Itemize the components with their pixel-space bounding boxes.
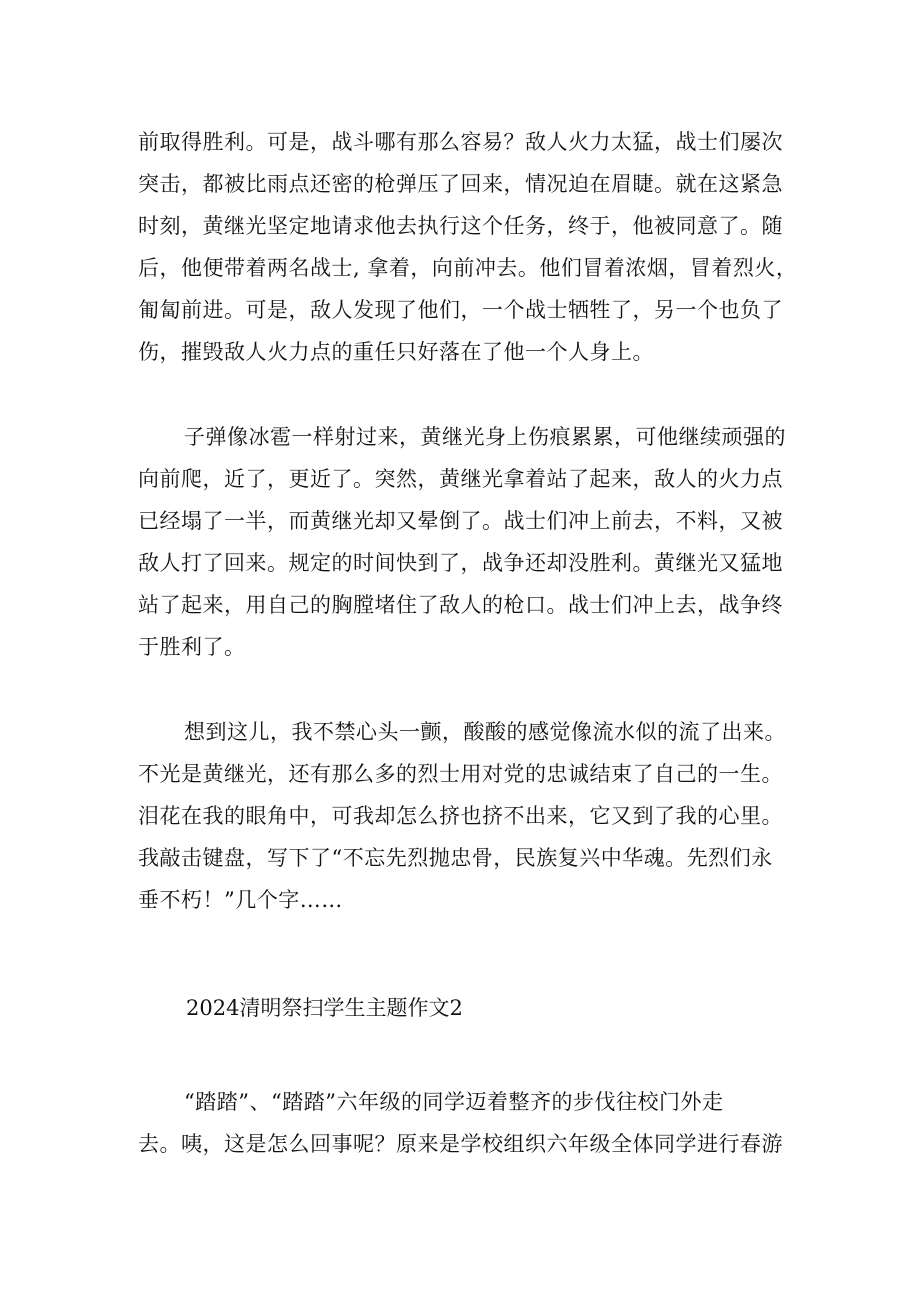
- text-line: 匍匐前进。可是，敌人发现了他们，一个战士牺牲了，另一个也负了: [138, 298, 783, 322]
- section-heading: 2024清明祭扫学生主题作文2: [186, 996, 463, 1020]
- paragraph-3: [138, 711, 788, 921]
- text-line: 敌人打了回来。规定的时间快到了，战争还却没胜利。黄继光又猛地: [138, 551, 783, 575]
- text-line: 站了起来，用自己的胸膛堵住了敌人的枪口。战士们冲上去，战争终: [138, 593, 783, 617]
- text-line: 于胜利了。: [138, 635, 246, 659]
- text-line: 向前爬，近了，更近了。突然，黄继光拿着站了起来，敌人的火力点: [138, 467, 783, 491]
- text-line: 时刻，黄继光坚定地请求他去执行这个任务，终于，他被同意了。随: [138, 214, 783, 238]
- text-line: 不光是黄继光，还有那么多的烈士用对党的忠诚结束了自己的一生。: [138, 762, 783, 786]
- text-line: 我敲击键盘，写下了“不忘先烈抛忠骨，民族复兴中华魂。先烈们永: [138, 846, 773, 870]
- text-line: 泪花在我的眼角中，可我却怎么挤也挤不出来，它又到了我的心里。: [138, 804, 783, 828]
- text-line: 后，他便带着两名战士, 拿着，向前冲去。他们冒着浓烟，冒着烈火，: [138, 256, 798, 280]
- paragraph-4: [138, 1081, 788, 1165]
- text-line: 前取得胜利。可是，战斗哪有那么容易？敌人火力太猛，战士们屡次: [138, 130, 783, 154]
- text-line: 已经塌了一半，而黄继光却又晕倒了。战士们冲上前去，不料，又被: [138, 509, 783, 533]
- text-line: 突击，都被比雨点还密的枪弹压了回来，情况迫在眉睫。就在这紧急: [138, 172, 783, 196]
- text-line: 伤，摧毁敌人火力点的重任只好落在了他一个人身上。: [138, 340, 654, 364]
- paragraph-2: [138, 416, 788, 668]
- paragraph-1: [138, 121, 798, 373]
- text-line: 垂不朽！”几个字……: [138, 888, 343, 912]
- text-line: “踏踏”、“踏踏”六年级的同学迈着整齐的步伐往校门外走: [184, 1090, 724, 1114]
- text-line: 去。咦，这是怎么回事呢？原来是学校组织六年级全体同学进行春游: [138, 1132, 783, 1156]
- text-line: 子弹像冰雹一样射过来，黄继光身上伤痕累累，可他继续顽强的: [184, 425, 786, 449]
- text-line: 想到这儿，我不禁心头一颤，酸酸的感觉像流水似的流了出来。: [184, 720, 786, 744]
